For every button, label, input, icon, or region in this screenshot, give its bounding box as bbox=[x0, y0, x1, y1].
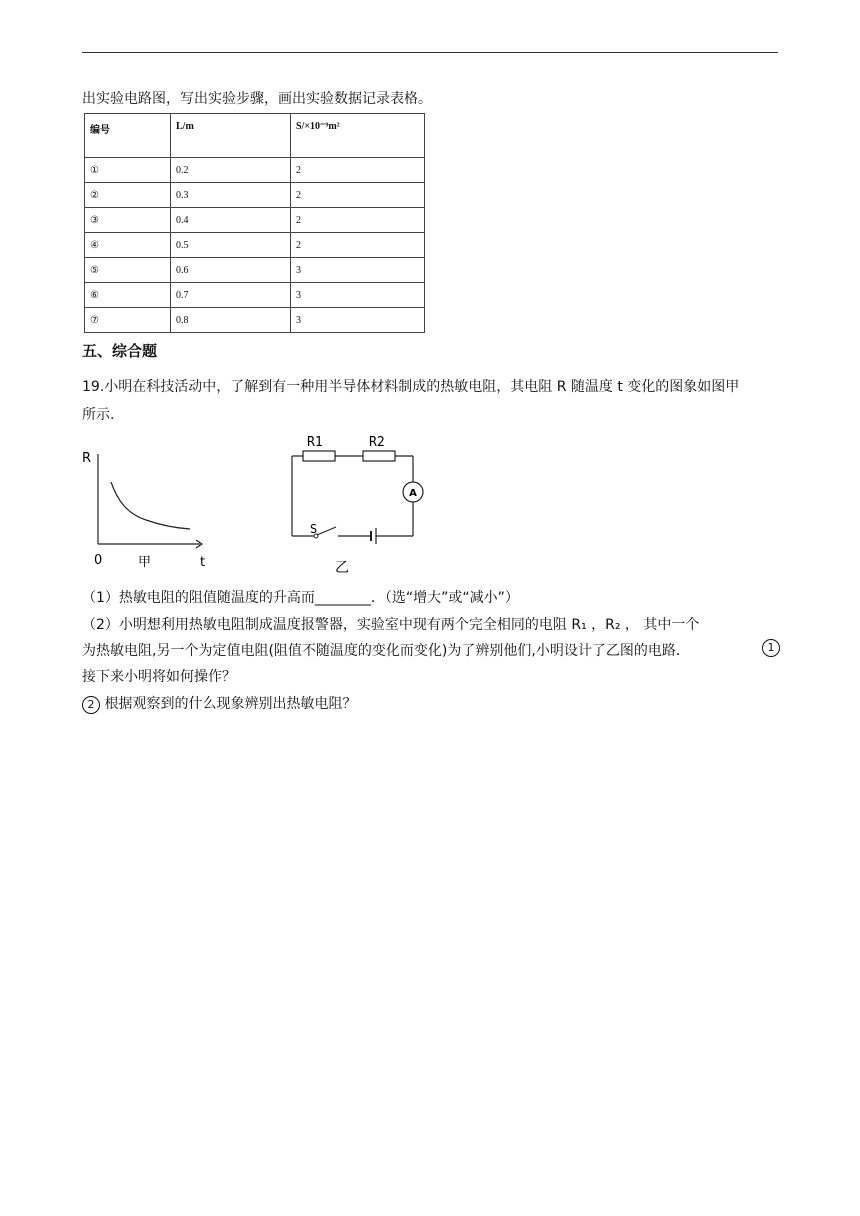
table-row bbox=[85, 208, 425, 233]
x-axis-label: t bbox=[200, 555, 206, 570]
r1-label: R1 bbox=[307, 435, 323, 450]
circled-number-1: 1 bbox=[762, 639, 780, 657]
cell: ⑦ bbox=[85, 308, 171, 333]
cell: 2 bbox=[291, 183, 425, 208]
cell: ② bbox=[85, 183, 171, 208]
table-row bbox=[85, 258, 425, 283]
cell: 0.6 bbox=[171, 258, 291, 283]
table-row bbox=[85, 308, 425, 333]
intro-line: 出实验电路图，写出实验步骤，画出实验数据记录表格。 bbox=[82, 91, 432, 107]
cell: 2 bbox=[291, 233, 425, 258]
cell: 0.2 bbox=[171, 158, 291, 183]
q19-part2-line1: （2）小明想利用热敏电阻制成温度报警器，实验室中现有两个完全相同的电阻 R₁ ，R₂ ， 其中一个 bbox=[82, 617, 700, 633]
cell: ⑤ bbox=[85, 258, 171, 283]
cell: 3 bbox=[291, 308, 425, 333]
q19-part1: （1）热敏电阻的阻值随温度的升高而________．（选“增大”或“减小”） bbox=[82, 590, 519, 606]
switch-label: S bbox=[310, 522, 318, 536]
cell: 0.4 bbox=[171, 208, 291, 233]
cell: 3 bbox=[291, 258, 425, 283]
r2-label: R2 bbox=[369, 435, 385, 450]
resistance-curve bbox=[111, 482, 190, 529]
col-header-number: 编号 bbox=[85, 114, 171, 158]
origin-label: 0 bbox=[94, 553, 103, 568]
table-row bbox=[85, 158, 425, 183]
resistor-r1 bbox=[303, 451, 335, 461]
q19-part2-line4-text: 根据观察到的什么现象辨别出热敏电阻？ bbox=[104, 696, 357, 712]
figure-caption-yi: 乙 bbox=[335, 560, 349, 576]
header-rule bbox=[82, 52, 778, 53]
q19-part2-line3: 接下来小明将如何操作？ bbox=[82, 669, 236, 685]
q19-part2-line4 bbox=[82, 693, 356, 714]
cell: 0.3 bbox=[171, 183, 291, 208]
q19-part2-line2-text: 为热敏电阻,另一个为定值电阻(阻值不随温度的变化而变化)为了辨别他们,小明设计了乙图的电路． bbox=[82, 643, 690, 659]
cell: 0.7 bbox=[171, 283, 291, 308]
cell: ③ bbox=[85, 208, 171, 233]
col-header-length: L/m bbox=[171, 114, 291, 158]
table-row bbox=[85, 283, 425, 308]
figure-caption-jia: 甲 bbox=[138, 555, 152, 570]
cell: 0.8 bbox=[171, 308, 291, 333]
cell: ④ bbox=[85, 233, 171, 258]
q19-line2: 所示. bbox=[82, 407, 115, 423]
table-row bbox=[85, 183, 425, 208]
switch-blade bbox=[317, 527, 336, 535]
cell: ① bbox=[85, 158, 171, 183]
cell: ⑥ bbox=[85, 283, 171, 308]
col-header-area: S/×10⁻⁹m² bbox=[291, 114, 425, 158]
graph-jia bbox=[78, 442, 218, 572]
cell: 3 bbox=[291, 283, 425, 308]
cell: 2 bbox=[291, 208, 425, 233]
cell: 0.5 bbox=[171, 233, 291, 258]
circled-number-2: 2 bbox=[82, 696, 100, 714]
cell: 2 bbox=[291, 158, 425, 183]
q19-part2-line2 bbox=[82, 640, 775, 660]
y-axis-label: R bbox=[82, 451, 92, 466]
q19-line1: 19.小明在科技活动中，了解到有一种用半导体材料制成的热敏电阻，其电阻 R 随温度 t 变化的图象如图甲 bbox=[82, 379, 740, 395]
data-table bbox=[84, 113, 425, 333]
circuit-yi bbox=[280, 430, 440, 578]
resistor-r2 bbox=[363, 451, 395, 461]
section-heading: 五、综合题 bbox=[82, 342, 158, 360]
table-row bbox=[85, 233, 425, 258]
ammeter-label: A bbox=[409, 488, 417, 499]
table-header-row bbox=[85, 114, 425, 158]
